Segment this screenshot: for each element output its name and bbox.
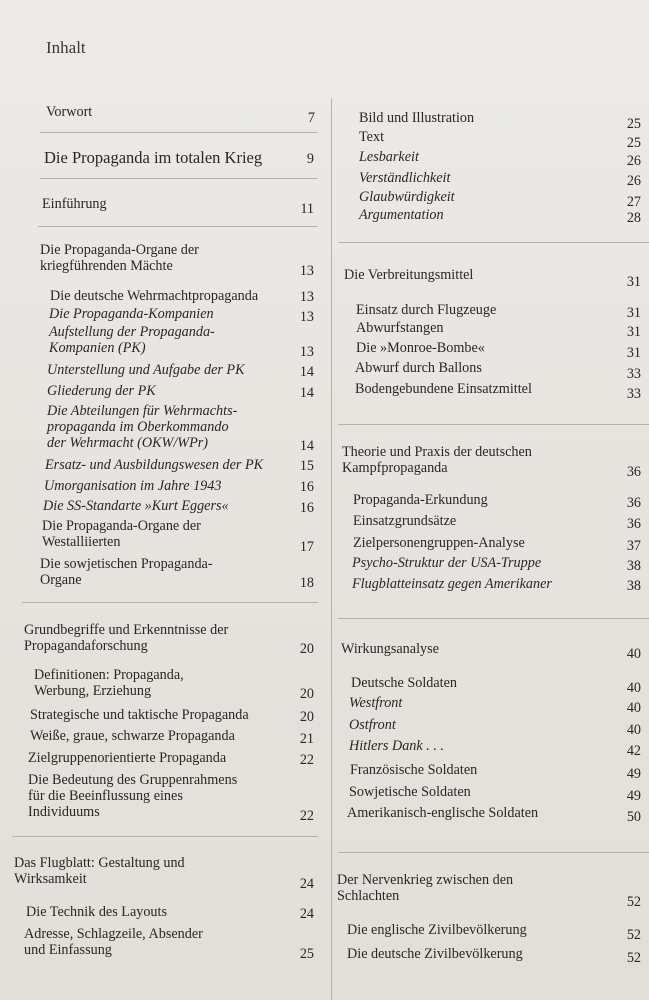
page-number: 14: [299, 438, 314, 454]
page-number: 31: [626, 305, 641, 321]
toc-entry[interactable]: Flugblatteinsatz gegen Amerikaner: [352, 576, 552, 592]
toc-entry[interactable]: Bodengebundene Einsatzmittel: [355, 381, 532, 397]
toc-entry[interactable]: Die SS-Standarte »Kurt Eggers«: [43, 498, 229, 514]
page-number: 36: [626, 495, 641, 511]
page-number: 9: [306, 151, 314, 167]
page-number: 16: [299, 479, 314, 495]
toc-entry[interactable]: Propaganda-Erkundung: [353, 492, 488, 508]
page-number: 52: [626, 894, 641, 910]
page-title: Inhalt: [46, 38, 86, 57]
page-number: 17: [299, 539, 314, 555]
page-number: 40: [626, 680, 641, 696]
toc-entry[interactable]: Die Technik des Layouts: [26, 904, 167, 920]
page-number: 24: [299, 876, 314, 892]
toc-entry[interactable]: Unterstellung und Aufgabe der PK: [47, 362, 245, 378]
page-number: 50: [626, 809, 641, 825]
page-number: 11: [300, 201, 314, 217]
toc-entry[interactable]: Die Bedeutung des Gruppenrahmens für die Beeinflussung eines Individuums: [28, 772, 238, 820]
page-number: 26: [626, 153, 641, 169]
toc-entry[interactable]: Adresse, Schlagzeile, Absender und Einfassung: [24, 926, 203, 958]
toc-entry[interactable]: Ersatz- und Ausbildungswesen der PK: [45, 457, 264, 473]
toc-entry[interactable]: Die Abteilungen für Wehrmachts- propaganda im Oberkommando der Wehrmacht (OKW/WPr): [47, 403, 238, 451]
section-title[interactable]: Wirkungsanalyse: [341, 641, 439, 657]
toc-entry[interactable]: Weiße, graue, schwarze Propaganda: [30, 728, 235, 744]
page-number: 52: [626, 927, 641, 943]
page-number: 49: [626, 766, 641, 782]
page-number: 24: [299, 906, 314, 922]
page-number: 22: [299, 808, 314, 824]
page-number: 14: [299, 364, 314, 380]
toc-entry[interactable]: Französische Soldaten: [350, 762, 478, 778]
divider: [22, 602, 318, 603]
toc-entry[interactable]: Amerikanisch-englische Soldaten: [347, 805, 539, 821]
page-number: 13: [299, 289, 314, 305]
page-number: 25: [626, 135, 641, 151]
toc-entry[interactable]: Text: [359, 129, 385, 145]
page-number: 49: [626, 788, 641, 804]
page-number: 38: [626, 578, 641, 594]
toc-entry[interactable]: Glaubwürdigkeit: [359, 189, 455, 205]
toc-entry[interactable]: Westfront: [349, 695, 403, 711]
section-title[interactable]: Die Verbreitungsmittel: [344, 267, 474, 283]
page-number: 42: [626, 743, 641, 759]
section-title[interactable]: Theorie und Praxis der deutschen Kampfpropaganda: [342, 444, 532, 476]
divider: [338, 618, 649, 619]
page-number: 15: [299, 458, 314, 474]
column-divider: [331, 98, 332, 1000]
toc-entry[interactable]: Umorganisation im Jahre 1943: [44, 478, 222, 494]
toc-entry[interactable]: Einsatzgrundsätze: [353, 513, 457, 529]
page-number: 31: [626, 345, 641, 361]
divider: [12, 836, 318, 837]
section-title[interactable]: Einführung: [42, 196, 107, 212]
toc-entry[interactable]: Die deutsche Zivilbevölkerung: [347, 946, 523, 962]
page-number: 31: [626, 324, 641, 340]
page-number: 20: [299, 641, 314, 657]
page-number: 31: [626, 274, 641, 290]
page-number: 36: [626, 464, 641, 480]
toc-entry[interactable]: Verständlichkeit: [359, 170, 451, 186]
toc-entry[interactable]: Die Propaganda-Kompanien: [49, 306, 214, 322]
section-title[interactable]: Das Flugblatt: Gestaltung und Wirksamkeit: [14, 855, 185, 887]
page-number: 40: [626, 646, 641, 662]
toc-entry[interactable]: Zielpersonengruppen-Analyse: [353, 535, 525, 551]
section-title[interactable]: Der Nervenkrieg zwischen den Schlachten: [337, 872, 514, 904]
divider: [38, 226, 318, 227]
page-number: 7: [307, 110, 315, 126]
page-number: 22: [299, 752, 314, 768]
page-number: 40: [626, 722, 641, 738]
page-number: 21: [299, 731, 314, 747]
toc-entry[interactable]: Einsatz durch Flugzeuge: [356, 302, 497, 318]
toc-entry[interactable]: Definitionen: Propaganda, Werbung, Erziehung: [34, 667, 184, 699]
section-title[interactable]: Die Propaganda-Organe der kriegführenden Mächte: [40, 242, 199, 274]
toc-entry[interactable]: Die deutsche Wehrmachtpropaganda: [50, 288, 259, 304]
page-number: 52: [626, 950, 641, 966]
page-number: 18: [299, 575, 314, 591]
page-number: 25: [299, 946, 314, 962]
toc-entry[interactable]: Abwurfstangen: [356, 320, 444, 336]
toc-entry[interactable]: Ostfront: [349, 717, 396, 733]
page-number: 40: [626, 700, 641, 716]
toc-entry[interactable]: Abwurf durch Ballons: [355, 360, 482, 376]
divider: [338, 424, 649, 425]
toc-entry[interactable]: Die »Monroe-Bombe«: [356, 340, 485, 356]
section-title[interactable]: Grundbegriffe und Erkenntnisse der Propagandaforschung: [24, 622, 229, 654]
toc-entry[interactable]: Die sowjetischen Propaganda- Organe: [40, 556, 213, 588]
toc-entry[interactable]: Hitlers Dank . . .: [349, 738, 444, 754]
divider: [338, 242, 649, 243]
page-number: 26: [626, 173, 641, 189]
page-number: 20: [299, 686, 314, 702]
page-number: 33: [626, 386, 641, 402]
page-number: 36: [626, 516, 641, 532]
toc-entry[interactable]: Bild und Illustration: [359, 110, 475, 126]
toc-entry[interactable]: Lesbarkeit: [359, 149, 419, 165]
toc-entry[interactable]: Argumentation: [359, 207, 444, 223]
toc-entry[interactable]: Die Propaganda-Organe der Westalliierten: [42, 518, 201, 550]
page-number: 16: [299, 500, 314, 516]
toc-entry[interactable]: Gliederung der PK: [47, 383, 156, 399]
toc-entry[interactable]: Sowjetische Soldaten: [349, 784, 471, 800]
section-title[interactable]: Die Propaganda im totalen Krieg: [44, 148, 263, 167]
page-number: 27: [626, 194, 641, 210]
divider: [40, 178, 318, 179]
page-number: 37: [626, 538, 641, 554]
page-number: 20: [299, 709, 314, 725]
page-number: 14: [299, 385, 314, 401]
toc-entry[interactable]: Aufstellung der Propaganda- Kompanien (PK): [49, 324, 215, 356]
page-number: 33: [626, 366, 641, 382]
page-number: 38: [626, 558, 641, 574]
toc-entry[interactable]: Strategische und taktische Propaganda: [30, 707, 249, 723]
page-number: 13: [299, 309, 314, 325]
page-number: 13: [299, 263, 314, 279]
section-title[interactable]: Vorwort: [46, 104, 93, 120]
toc-entry[interactable]: Zielgruppenorientierte Propaganda: [28, 750, 227, 766]
page-number: 28: [626, 210, 641, 226]
divider: [40, 132, 318, 133]
toc-entry[interactable]: Deutsche Soldaten: [351, 675, 457, 691]
divider: [338, 852, 649, 853]
toc-entry[interactable]: Psycho-Struktur der USA-Truppe: [352, 555, 542, 571]
toc-entry[interactable]: Die englische Zivilbevölkerung: [347, 922, 527, 938]
page-number: 13: [299, 344, 314, 360]
page-number: 25: [626, 116, 641, 132]
